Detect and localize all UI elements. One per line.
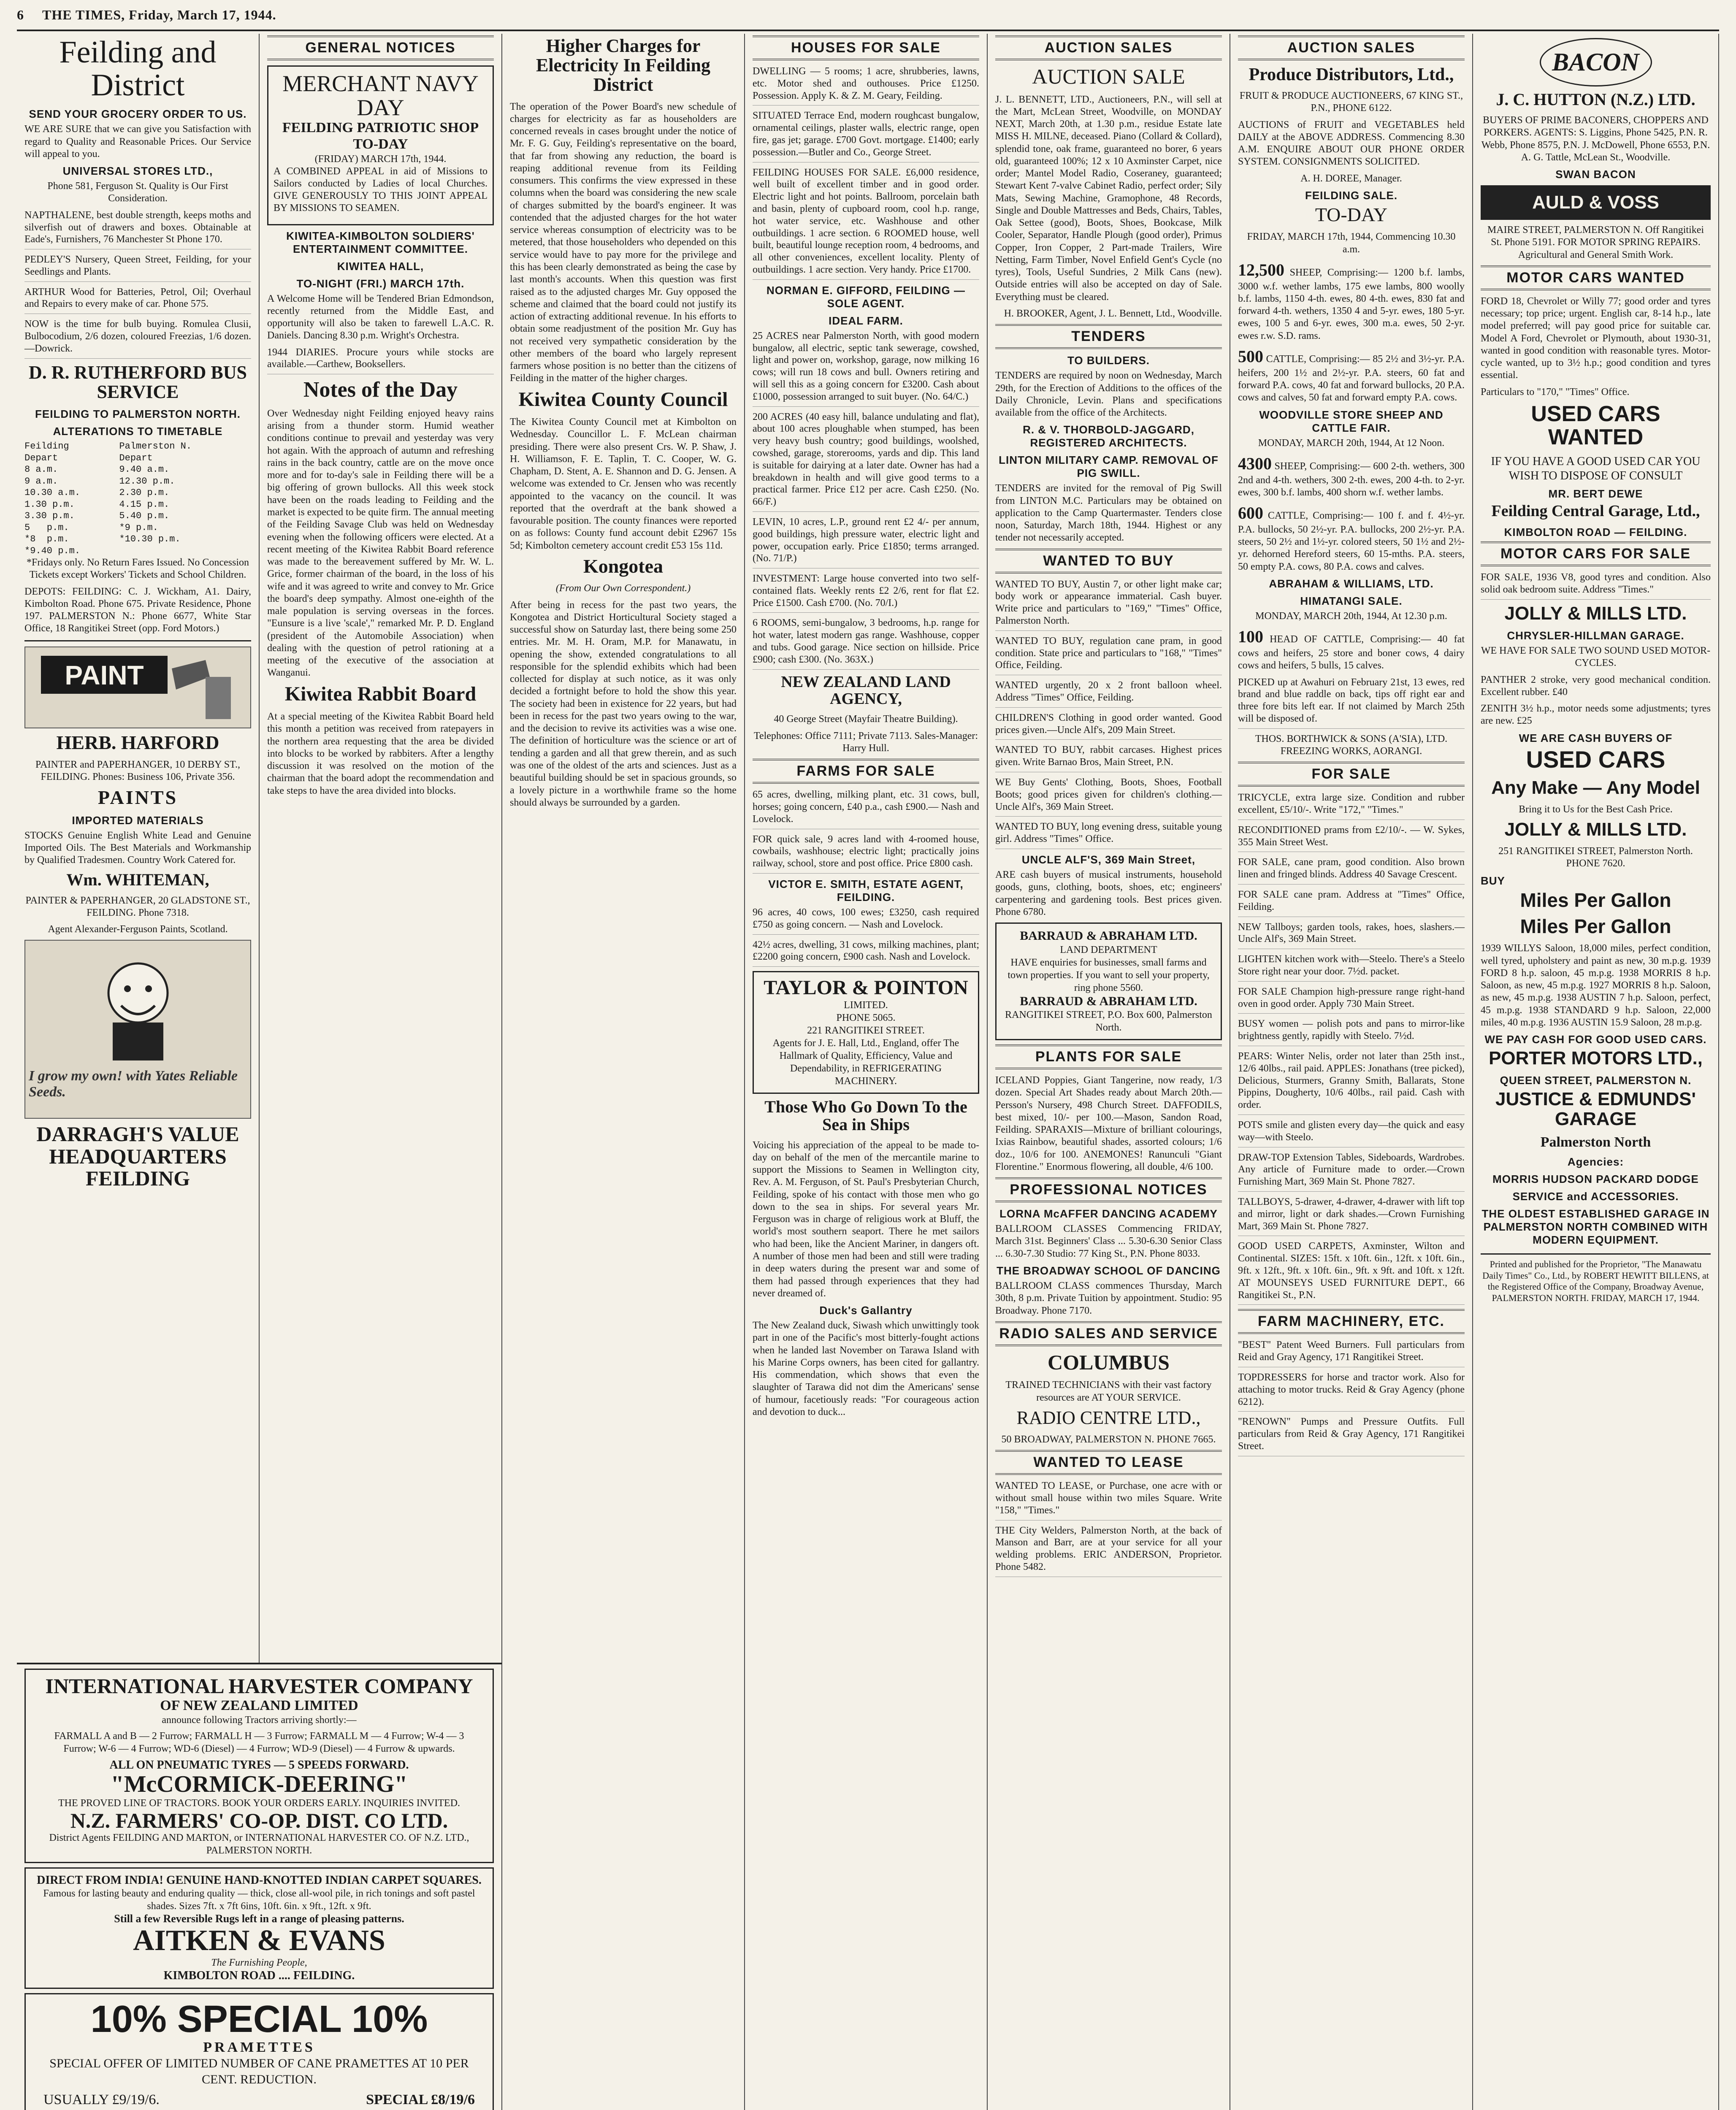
porter-motors: PORTER MOTORS LTD.,: [1489, 1048, 1703, 1069]
aitken-address: KIMBOLTON ROAD .... FEILDING.: [163, 1969, 355, 1982]
auction-sale-sign: H. BROOKER, Agent, J. L. Bennett, Ltd., Woodville.: [1004, 308, 1222, 319]
notes-of-day-body: Over Wednesday night Feilding enjoyed heavy rains arising from a thunder storm. Humid weather conditions continue to prevail and yesterday was very hot again. With the approach of autumn and refreshing rains in the back country, cattle are on the move once more and for to-day's sale in Feilding there will be a big offering of grown bullocks. All this week stock have been on the roads leading to Feilding and the market is expected to be quite firm. The annual meeting of the Feilding Savage Club was held on Wednesday evening when the following officers were elected. At a recent meeting of the Kiwitea Rabbit Board reference was made to the bereavement suffered by Mr. W. L. Grice, former chairman of the board, in the loss of his wife and it was agreed to write and convey to Mr. Grice the board's deep sympathy. Almost one-eighth of the male population is serving overseas in the forces. "Eunsure is a live 'scale'," remarked Mr. P. D. England (president of the Automobile Association) when dealing with the question of petrol rationing at a meeting of the executive of the association at Wanganui.: [267, 408, 494, 679]
wanted-3: WANTED urgently, 20 x 2 front balloon wheel. Address "Times" Office, Feilding.: [995, 679, 1222, 708]
city-welders: THE City Welders, Palmerston North, at the back of Manson and Barr, are at your service for all your welding problems. ERIC ANDERSON, Proprietor. Phone 5482.: [995, 1525, 1222, 1577]
harvester-pneumatic: ALL ON PNEUMATIC TYRES — 5 SPEEDS FORWARD.: [109, 1758, 409, 1772]
jolly-mills-2: JOLLY & MILLS LTD.: [1504, 819, 1687, 840]
grocery-heading: SEND YOUR GROCERY ORDER TO US.: [29, 108, 247, 121]
wanted-2: WANTED TO BUY, regulation cane pram, in good condition. State price and particulars to "168," "Times" Office, Feilding.: [995, 635, 1222, 675]
column-produce-auctions: [1230, 34, 1473, 2110]
bring-it: Bring it to Us for the Best Cash Price.: [1519, 803, 1673, 815]
masthead-title: THE TIMES, Friday, March 17, 1944.: [42, 7, 276, 22]
auld-voss-body: MAIRE STREET, PALMERSTON N. Off Rangitikei St. Phone 5191. FOR MOTOR SPRING REPAIRS. Agricultural and General Smith Work.: [1487, 225, 1704, 260]
column-feilding-district: [17, 34, 260, 1663]
produce-firm-sub: FRUIT & PRODUCE AUCTIONEERS, 67 KING ST., P.N., PHONE 6122.: [1239, 90, 1463, 114]
sale-6: LIGHTEN kitchen work with—Steelo. There's a Steelo Store right near your door. 7½d. packet.: [1238, 953, 1465, 982]
houses-heading: HOUSES FOR SALE: [753, 35, 979, 60]
head-body: HEAD OF CATTLE, Comprising:— 40 fat cows and heifers, 25 store and boner cows, 4 dairy cows and heifers, 5 bulls, 15 calves.: [1238, 634, 1465, 671]
special-price: SPECIAL £8/19/6: [366, 2092, 475, 2108]
plants-heading: PLANTS FOR SALE: [995, 1044, 1222, 1069]
bert-dewe: MR. BERT DEWE: [1548, 487, 1643, 500]
sale-10: POTS smile and glisten every day—the quick and easy way—with Steelo.: [1238, 1119, 1465, 1147]
general-notices-heading: GENERAL NOTICES: [267, 35, 494, 60]
cattle-count: 500: [1238, 346, 1263, 366]
whiteman-agent: Agent Alexander-Ferguson Paints, Scotland.: [48, 924, 228, 935]
rabbit-board-body: At a special meeting of the Kiwitea Rabbit Board held this month a petition was received from ratepayers in the northern area requesting that the area be divided into blocks to be worked by rabbiters. After a lengthy discussion it was resolved on the motion of the chairman that the board adopt the recommendation and take steps to have the area divided into blocks.: [267, 711, 494, 796]
barraud-address: RANGITIKEI STREET, P.O. Box 600, Palmerston North.: [1005, 1009, 1212, 1033]
special-headline: 10% SPECIAL 10%: [90, 1998, 428, 2040]
justice-town: Palmerston North: [1540, 1134, 1651, 1150]
pedley-ad: PEDLEY'S Nursery, Queen Street, Feilding, for your Seedlings and Plants.: [24, 254, 251, 282]
central-garage: Feilding Central Garage, Ltd.,: [1491, 502, 1700, 520]
for-sale-heading: FOR SALE: [1238, 762, 1465, 787]
farm-listing-4: 6 ROOMS, semi-bungalow, 3 bedrooms, h.p. range for hot water, latest modern gas range. Washhouse, copper and tubs. Good garage. Nice section on hillside. Price £900; cash £300. (No. 363X.): [753, 617, 979, 669]
column-motor-cars: [1473, 34, 1719, 2110]
professional-heading: PROFESSIONAL NOTICES: [995, 1177, 1222, 1202]
hutton-body: BUYERS OF PRIME BACONERS, CHOPPERS AND PORKERS. AGENTS: S. Liggins, Phone 5425, P.N. R. Webb, Phone 8575, P.N. J. McDowell, Phone 6553, P.N. A. G. Tattle, McLean St., Woodville.: [1481, 115, 1710, 163]
arthur-ad: ARTHUR Wood for Batteries, Petrol, Oil; Overhaul and Repairs to every make of car. Phone 575.: [24, 286, 251, 314]
bus-route: FEILDING TO PALMERSTON NORTH.: [35, 408, 241, 421]
cars-list: 1939 WILLYS Saloon, 18,000 miles, perfect condition, well tyred, upholstery and paint as new, 30 m.p.g. 1939 FORD 8 h.p. saloon, 45 m.p.g. 1938 MORRIS 8 h.p. Saloon, as new, 45 m.p.g. 1927 MORRIS 8 h.p. Saloon, as new, 45 m.p.g. 1938 AUSTIN 7 h.p. Saloon, perfect, 45 m.p.g. 1938 STANDARD 9 h.p. Saloon, 22,000 miles, 40 m.p.g. 1936 AUSTIN 15.9 Saloon, 28 m.p.g.: [1481, 943, 1711, 1028]
india-rugs: Still a few Reversible Rugs left in a range of pleasing patterns.: [114, 1913, 404, 1925]
merchant-navy-sub: FEILDING PATRIOTIC SHOP TO-DAY: [282, 120, 479, 152]
broadway-body: BALLROOM CLASS commences Thursday, March 30th, 8 p.m. Private Tuition by appointment. Studio: 95 Broadway. Phone 7170.: [995, 1280, 1222, 1316]
plants-body: ICELAND Poppies, Giant Tangerine, now ready, 1/3 dozen. Special Art Shades ready about March 20th.—Persson's Nursery, 498 Church Street. DAFFODILS, best mixed, 10/- per 100.—Mason, Sandon Road, Feilding. SPARAXIS—Mixture of brilliant colourings, Ixias Rainbow, beautiful shades, assorted colours; 1/6 doz., 10/6 for 100. ANEMONES! Ranunculi "Giant Florentine." Enormous flowering, all double, 4/6 100.: [995, 1075, 1222, 1172]
barraud-name-2: BARRAUD & ABRAHAM LTD.: [1020, 994, 1197, 1008]
panther-listing: PANTHER 2 stroke, very good mechanical condition. Excellent rubber. £40: [1481, 674, 1711, 698]
tenders-heading: TENDERS: [995, 324, 1222, 349]
sale-7: FOR SALE Champion high-pressure range right-hand oven in good order. Apply 730 Main Street.: [1238, 986, 1465, 1014]
paints-heading: PAINTS: [97, 787, 178, 809]
himatangi-date: MONDAY, MARCH 20th, 1944, At 12.30 p.m.: [1255, 610, 1447, 622]
sea-ships-body: Voicing his appreciation of the appeal to be made to-day on behalf of the men of the mercantile marine to support the Missions to Seamen in Wellington city, Rev. A. M. Ferguson, of St. Paul's Presbyterian Church, Feilding, spoke of his contact with those men who go down to the sea in ships. For several years Mr. Ferguson was in charge of religious work at Bluff, the world's most southern seaport. There he met sailors who had been, like the Ancient Mariner, in dangers oft. A number of those men had been and still were trading in deep waters during the present war and some of them had passed through experiences that they had never dreamed of.: [753, 1139, 979, 1299]
merchant-navy-ad: [267, 65, 494, 225]
land-agency-name: NEW ZEALAND LAND AGENCY,: [781, 673, 951, 708]
rabbit-board-title: Kiwitea Rabbit Board: [284, 682, 477, 705]
duck-heading: Duck's Gallantry: [819, 1304, 913, 1317]
wanted-7: WANTED TO BUY, long evening dress, suitable young girl. Address "Times" Office.: [995, 821, 1222, 849]
taylor-pointon-ltd: LIMITED.: [844, 999, 888, 1011]
motor-wanted-body: FORD 18, Chevrolet or Willy 77; good order and tyres necessary; top price; urgent. English car, 8-14 h.p., late model preferred; will pay good price for suitable car. Model A Ford, Chevrolet or Plymouth, about 1930-31, wanted in good condition with reasonable tyres. Motor-cycle wanted, up to 3½ h.p.; good condition and tyres essential.: [1481, 295, 1711, 381]
aitken-sub: The Furnishing People,: [211, 1957, 307, 1968]
justice-edmunds: JUSTICE & EDMUNDS' GARAGE: [1495, 1089, 1696, 1129]
ideal-farm: IDEAL FARM.: [829, 314, 903, 327]
sheep-count-2: 4300: [1238, 454, 1272, 473]
farm-machinery-heading: FARM MACHINERY, ETC.: [1238, 1309, 1465, 1334]
cattle-listing-2: [1238, 503, 1465, 573]
price-row: [31, 2087, 487, 2110]
machinery-1: "BEST" Patent Weed Burners. Full particulars from Reid and Gray Agency, 171 Rangitikei Street.: [1238, 1339, 1465, 1367]
sheep-count: 12,500: [1238, 260, 1284, 279]
auction-sale-body: J. L. BENNETT, LTD., Auctioneers, P.N., will sell at the Mart, McLean Street, Woodville, on MONDAY NEXT, March 20th, at 1.30 p.m., residue Estate late MISS H. MILNE, deceased. Piano (Collard & Collard), splendid tone, oak frame, guaranteed no borer, 6 years old, guaranteed 100%; 12 x 10 Axminster Carpet, nice order; Mantel Model Radio, Coseraney, guaranteed; Stewart Kent 7-valve Cabinet Radio, perfect order; Sily Mats, Sewing Machine, Gramophone, 48 Records, Single and Double Mattresses and Beds, Chairs, Tables, Oak Settee (good), Boots, Shoes, Bookcase, Milk Cooler, Separator, Handle Plough (good order), Primus Copper, Iron Copper, 2 Part-made Trailers, Wire Netting, Farm Timber, Novel Enfield Gent's Cycle (no tyres), Tools, Useful Sundries, 2 Milk Cans (new). Outside entries will also be accepted on day of Sale. Everything must be cleared.: [995, 94, 1222, 303]
sale-1: TRICYCLE, extra large size. Condition and rubber excellent, £5/10/-. Write "172," "Times.": [1238, 792, 1465, 820]
investment-listing: INVESTMENT: Large house converted into two self-contained flats. Weekly rents £2 2/6, rent for flat £2. Price £1500. Cash £700. (No. 70/I.): [753, 573, 979, 613]
wanted-6: WE Buy Gents' Clothing, Boots, Shoes, Football Boots; good prices given for children's clothing.—Uncle Alf's, 369 Main Street.: [995, 776, 1222, 817]
harvester-brand: "McCORMICK-DEERING": [111, 1771, 408, 1797]
farm-listing-6: FOR quick sale, 9 acres land with 4-roomed house, cowbails, washhouse; electric light; practically joins railway, school, store and post office. Price £800 cash.: [753, 833, 979, 874]
taylor-pointon-ad: [753, 971, 979, 1093]
boy-with-seeds-icon: [75, 955, 201, 1065]
borthwick: THOS. BORTHWICK & SONS (A'SIA), LTD. FREEZING WORKS, AORANGI.: [1255, 733, 1448, 757]
porter-address: QUEEN STREET, PALMERSTON N.: [1500, 1074, 1692, 1087]
sale-2: RECONDITIONED prams from £2/10/-. — W. Sykes, 355 Main Street West.: [1238, 824, 1465, 852]
miles-per-gallon-1: Miles Per Gallon: [1520, 889, 1671, 911]
grocery-firm: UNIVERSAL STORES LTD.,: [62, 165, 213, 178]
house-listing-3: FEILDING HOUSES FOR SALE. £6,000 residence, well built of excellent timber and in good order. Electric light and hot points. Ballroom, porcelain bath and basin, plenty of cupboard room, cool h.p. range, hot water service, etc. Washhouse and other outbuildings. 1 acre section. 6 ROOMED house, well built, beautiful lounge reception room, 4 bedrooms, and all other conveniences, excellent locality. Plenty of outbuildings. 1 acre section. Very handy. Price £1700.: [753, 167, 979, 280]
sheep-body-2: SHEEP, Comprising:— 600 2-th. wethers, 300 2nd and 4-th. wethers, 300 2-th. ewes, 200 4-th. to 2-yr. ewes, 300 b.f. lambs, 400 shorn w.f. wether lambs.: [1238, 460, 1465, 498]
publisher-imprint: Printed and published for the Proprietor, "The Manawatu Daily Times" Co., Ltd., by ROBERT HEWITT BILLENS, at the Registered Office of the Company, Broadway Avenue, PALMERSTON NORTH. FRIDAY, MARCH 17, 1944.: [1481, 1253, 1711, 1304]
whiteman-trade: PAINTER & PAPERHANGER, 20 GLADSTONE ST., FEILDING. Phone 7318.: [25, 895, 250, 918]
head-count: 100: [1238, 627, 1263, 647]
radio-centre: RADIO CENTRE LTD.,: [1016, 1407, 1201, 1428]
machinery-2: TOPDRESSERS for horse and tractor work. Also for attaching to motor trucks. Reid & Gray Agency (phone 6212).: [1238, 1372, 1465, 1412]
tenders-body: TENDERS are required by noon on Wednesday, March 29th, for the Erection of Additions to the offices of the Daily Chronicle, Levin. Plans and specifications available from the office of the Architects.: [995, 370, 1222, 419]
architects: R. & V. THORBOLD-JAGGARD, REGISTERED ARCHITECTS.: [1023, 423, 1194, 449]
page-number: 6: [17, 7, 24, 22]
house-listing-1: DWELLING — 5 rooms; 1 acre, shrubberies, lawns, etc. Motor shed and outhouses. Price £1250. Possession. Apply K. & Z. M. Geary, Feilding.: [753, 65, 979, 106]
columbus-body: TRAINED TECHNICIANS with their vast factory resources are AT YOUR SERVICE.: [1005, 1380, 1212, 1403]
notes-of-day-title: Notes of the Day: [303, 378, 458, 402]
sea-ships-title: Those Who Go Down To the Sea in Ships: [764, 1097, 967, 1134]
lease-heading: WANTED TO LEASE: [995, 1450, 1222, 1475]
bus-timetable: Feilding Palmerston N. Depart Depart 8 a.m. 9.40 a.m. 9 a.m. 12.30 p.m. 10.30 a.m. 2.30 p.m. 1.30 p.m. 4.15 p.m. 3.30 p.m. 5.40 p.m. 5 p.m. *9 p.m. *8 p.m. *10.30 p.m. *9.40 p.m.: [24, 441, 192, 556]
harvester-sub: OF NEW ZEALAND LIMITED: [160, 1697, 358, 1713]
feilding-district-title: Feilding and District: [59, 35, 217, 103]
cash-buyers: WE ARE CASH BUYERS OF: [1519, 731, 1673, 744]
lease-body: WANTED TO LEASE, or Purchase, one acre with or without small house within two miles Square. Write "158," "Times.": [995, 1480, 1222, 1520]
harvester-proved: THE PROVED LINE OF TRACTORS. BOOK YOUR ORDERS EARLY. INQUIRIES INVITED.: [58, 1797, 460, 1809]
farm-listing-3: LEVIN, 10 acres, L.P., ground rent £2 4/- per annum, good buildings, high pressure water, electric light and power, occupation early. Price £1850; terms arranged. (No. 71/P.): [753, 516, 979, 568]
columbus-brand: COLUMBUS: [1048, 1350, 1170, 1374]
used-cars-body: IF YOU HAVE A GOOD USED CAR YOU WISH TO DISPOSE OF CONSULT: [1491, 455, 1701, 483]
produce-firm: Produce Distributors, Ltd.,: [1249, 65, 1454, 84]
farms-heading: FARMS FOR SALE: [753, 759, 979, 784]
uncle-alfs-body: ARE cash buyers of musical instruments, household goods, guns, clothing, boots, shoes, etc; engineers' carpentering and gardening tools. Best prices given. Phone 6780.: [995, 869, 1222, 917]
kiwitea-when: TO-NIGHT (FRI.) MARCH 17th.: [296, 277, 465, 290]
used-cars-wanted: USED CARS WANTED: [1531, 401, 1660, 449]
wanted-4: CHILDREN'S Clothing in good order wanted. Good prices given.—Uncle Alf's, 209 Main Street.: [995, 712, 1222, 740]
gifford-agent: NORMAN E. GIFFORD, FEILDING — SOLE AGENT.: [766, 284, 965, 310]
picked-up-notice: PICKED up at Awahuri on February 21st, 13 ewes, red brand and blue raddle on back, tips off right ear and three fore bits left ear. If not claimed by March 25th will be disposed of.: [1238, 676, 1465, 729]
column-electricity: [502, 34, 745, 2110]
prametts-offer: SPECIAL OFFER OF LIMITED NUMBER OF CANE PRAMETTES AT 10 PER CENT. REDUCTION.: [49, 2056, 469, 2086]
sheep-listing: [1238, 260, 1465, 342]
motor-sale-heading: MOTOR CARS FOR SALE: [1481, 541, 1711, 566]
nz-farmers-coop: N.Z. FARMERS' CO-OP. DIST. CO LTD.: [70, 1808, 448, 1832]
motor-sale-body: FOR SALE, 1936 V8, good tyres and condition. Also solid oak bedroom suite. Address "Times.": [1481, 571, 1711, 600]
miles-per-gallon-2: Miles Per Gallon: [1520, 915, 1671, 938]
central-garage-address: KIMBOLTON ROAD — FEILDING.: [1504, 526, 1687, 539]
kongotea-title: Kongotea: [583, 555, 664, 577]
farm-listing-7: 96 acres, 40 cows, 100 ewes; £3250, cash required £750 as going concern. — Nash and Lovelock.: [753, 906, 979, 935]
auction-sale-title: AUCTION SALE: [1032, 65, 1185, 88]
harvester-list: FARMALL A and B — 2 Furrow; FARMALL H — 3 Furrow; FARMALL M — 4 Furrow; W-4 — 3 Furrow; W-6 — 4 Furrow; WD-6 (Diesel) — 4 Furrow; WD-9 (Diesel) — 4 Furrow & upwards.: [54, 1730, 464, 1754]
kongotea-sub: (From Our Own Correspondent.): [555, 583, 691, 594]
usual-price: USUALLY £9/19/6.: [43, 2092, 160, 2108]
sale-9: PEARS: Winter Nelis, order not later than 25th inst., 12/6 40lbs., rail paid. APPLES: Jonathans (tree picked), Delicious, Sturmers, Granny Smith, Ballarats, Stone Pippins, Dougherty, 10/6 40lbs., rail paid. Cash with order.: [1238, 1050, 1465, 1115]
any-make: Any Make — Any Model: [1491, 777, 1700, 798]
produce-manager: A. H. DOREE, Manager.: [1300, 173, 1402, 184]
harford-name: HERB. HARFORD: [56, 731, 219, 753]
bulbs-ad: NOW is the time for bulb buying. Romulea Clusii, Bulbocodium, 2/6 dozen, coloured Freezias, 1/6 dozen.—Dowrick.: [24, 318, 251, 358]
kongotea-body: After being in recess for the past two years, the Kongotea and District Horticultural Society staged a successful show on Saturday last, there being some 250 entries. Mr. M. H. Oram, M.P. for Manawatu, in opening the show, extended congratulations to all responsible for the splendid exhibits which had been collected for display at such notice, as it was only decided a fortnight before to hold the show this year. The society had been in existence for 22 years, but had been in recess for the past two years owing to the war, and the decision to revive its activities was a wise one. The definition of horticulture was the science or art of tending a garden and all that grew therein, and as such was one of the oldest of the arts and sciences. Just as a beautiful building should be set in spacious grounds, so a lovely picture in a worthwhile frame so the home should always be surrounded by a garden.: [510, 599, 737, 808]
motor-wanted-heading: MOTOR CARS WANTED: [1481, 265, 1711, 290]
taylor-pointon-address: 221 RANGITIKEI STREET.: [807, 1025, 925, 1036]
sale-13: GOOD USED CARPETS, Axminster, Wilton and Continental. SIZES: 15ft. x 10ft. 6in., 12ft. x 10ft. 6in., 9ft. x 12ft., 9ft. x 10ft. 6in., 9ft. x 9ft. and 10ft. x 12ft. AT MOUNSEYS USED FURNITURE DEPT., 66 Rangitikei St., P.N.: [1238, 1240, 1465, 1305]
bus-depots: DEPOTS: FEILDING: C. J. Wickham, A1. Dairy, Kimbolton Road. Phone 675. Private Residence, Phone 197. PALMERSTON N.: Phone 6677, White Star Office, 18 Rangitikei Street (opp. Ford Motors.): [24, 586, 251, 634]
cattle-body-2: CATTLE, Comprising:— 100 f. and f. 4½-yr. P.A. bullocks, 50 2½-yr. P.A. bullocks, 200 2½-yr. P.A. steers, 50 2½ and 1½-yr. colored steers, 50 1½ and 2½-yr. dehorned Hereford steers, 60 15-mths. P.A. steers, 50 empty P.A. cows, 80 P.A. cows and calves.: [1238, 510, 1465, 572]
machinery-3: "RENOWN" Pumps and Pressure Outfits. Full particulars from Reid & Gray Agency, 171 Rangitikei Street.: [1238, 1416, 1465, 1456]
duck-body: The New Zealand duck, Siwash which unwittingly took part in one of the Pacific's most bitterly-fought actions when he landed last November on Tarawa Island with his Marine Corps owners, has been cited for gallantry. His commendation, which shows that even the slaughter of Tarawa did not dim the Americans' sense of humour, facetiously reads: "For courageous action and devotion to duck...: [753, 1320, 979, 1417]
merchant-navy-body: A COMBINED APPEAL in aid of Missions to Sailors conducted by Ladies of local Churches. GIVE GENEROUSLY TO THIS JOINT APPEAL BY MISSIONS TO SEAMEN.: [274, 165, 487, 214]
radio-heading: RADIO SALES AND SERVICE: [995, 1321, 1222, 1346]
kiwitea-hall: KIWITEA HALL,: [337, 260, 424, 273]
electricity-title: Higher Charges for Electricity In Feilding District: [536, 35, 711, 95]
diaries-ad: 1944 DIARIES. Procure yours while stocks are available.—Carthew, Booksellers.: [267, 346, 494, 375]
land-agency-phone: Telephones: Office 7111; Private 7113. Sales-Manager: Harry Hull.: [753, 730, 978, 754]
linton-camp: LINTON MILITARY CAMP. REMOVAL OF PIG SWILL.: [999, 454, 1219, 480]
sheep-body: SHEEP, Comprising:— 1200 b.f. lambs, 3000 w.f. wether lambs, 175 ewe lambs, 800 woolly b.f. lambs, 1150 4-th. ewes, 80 4-th. ewes, 830 fat and forward 4-th. wethers, 1350 4 and 5-yr. ewes, 180 5-yr. ewes, 100 5 and 6-yr. ewes, 300 m.a. ewes, 50 2-yr. ewes r.w. S.D. rams.: [1238, 267, 1465, 341]
land-body: HAVE enquiries for businesses, small farms and town properties. If you want to sell your property, ring phone 5560.: [1007, 957, 1210, 993]
indian-carpet-ad: [24, 1867, 494, 1989]
naphthalene-ad: NAPTHALENE, best double strength, keeps moths and silverfish out of drawers and boxes. Obtainable at Eade's, Furnishers, 76 Manchester St Phone 170.: [24, 209, 251, 249]
cattle-body: CATTLE, Comprising:— 85 2½ and 3½-yr. P.A. heifers, 200 1½ and 2½-yr. P.A. steers, 60 fat and forward P.A. cows, 40 fat and forward bullocks, 20 P.A. cows and calves, 50 fat and forward empty P.A. cows.: [1238, 353, 1465, 403]
wanted-5: WANTED TO BUY, rabbit carcases. Highest prices given. Write Barnao Bros, Main Street, P.N.: [995, 744, 1222, 772]
bus-notes: *Fridays only. No Return Fares Issued. No Concession Tickets except Workers' Tickets and School Children.: [26, 557, 249, 581]
himatangi-sale: HIMATANGI SALE.: [1300, 594, 1403, 607]
paint-word: PAINT: [64, 660, 144, 690]
harvester-announce: announce following Tractors arriving shortly:—: [162, 1714, 357, 1726]
head-cattle-listing: [1238, 627, 1465, 672]
feilding-sale: FEILDING SALE.: [1305, 189, 1398, 202]
electricity-body: The operation of the Power Board's new schedule of charges for electricity as far as householders are concerned reveals in cases brought under the notice of Mr. F. G. Guy, Feilding's representative on the board, that far from showing any reduction, the board is reaping additional revenue from its Feilding consumers. This confirms the view expressed in these columns when the board was considering the new scale of charges submitted by the board's engineer. It was contended that the adjusted charges for the hot water service whereas consumption of electricity was to be metered, that those householders who depended on this service would have to pay more for the privilege and this has been clearly demonstrated as being the case by last month's accounts. When this question was first raised as to the adjusted charges Mr. Guy opposed the scheme and claimed that the board could not justify its action of extracting additional revenue. In his efforts to obtain some readjustment of the position Mr. Guy has not received very sympathetic consideration by the other members of the board who largely represent farmers whose position is no better than the citizens of Feilding in the matter of the higher charges.: [510, 101, 737, 384]
paints-subheading: IMPORTED MATERIALS: [72, 814, 204, 827]
bus-alterations: ALTERATIONS TO TIMETABLE: [53, 425, 223, 438]
linton-body: TENDERS are invited for the removal of Pig Swill from LINTON M.C. Particulars may be obtained on application to the Camp Quartermaster. Tenders close noon, Saturday, March 18th, 1944. Highest or any tender not necessarily accepted.: [995, 483, 1222, 544]
nz-farmers-agents: District Agents FEILDING AND MARTON, or INTERNATIONAL HARVESTER CO. OF N.Z. LTD., PALMERSTON NORTH.: [49, 1832, 469, 1856]
sale-5: NEW Tallboys; garden tools, rakes, hoes, slashers.—Uncle Alf's, 369 Main Street.: [1238, 921, 1465, 950]
masthead: [17, 0, 1719, 31]
sale-3: FOR SALE, cane pram, good condition. Also brown linen and fringed blinds. Address 40 Savage Crescent.: [1238, 856, 1465, 885]
pay-cash: WE PAY CASH FOR GOOD USED CARS.: [1484, 1033, 1707, 1046]
lorna-dancing: LORNA McAFFER DANCING ACADEMY: [999, 1207, 1218, 1220]
taylor-pointon-agents: Agents for J. E. Hall, Ltd., England, offer The Hallmark of Quality, Efficiency, Value and Dependability, in REFRIGERATING MACHINERY.: [772, 1037, 959, 1087]
whiteman-name: Wm. WHITEMAN,: [66, 870, 209, 889]
seeds-slogan: I grow my own! with Yates Reliable Seeds.: [29, 1068, 238, 1100]
aitken-evans: AITKEN & EVANS: [133, 1924, 385, 1957]
sale-11: DRAW-TOP Extension Tables, Sideboards, Wardrobes. Any article of Furniture made to order.—Crown Furnishing Mart, 369 Main St. Phone 7827.: [1238, 1152, 1465, 1192]
eade-prams-ad: [24, 1993, 494, 2110]
bottom-left-ads: [17, 1663, 502, 2110]
service-accessories: SERVICE and ACCESSORIES.: [1512, 1190, 1679, 1203]
yates-seeds-illustration: [24, 940, 251, 1119]
oldest-garage: THE OLDEST ESTABLISHED GARAGE IN PALMERSTON NORTH COMBINED WITH MODERN EQUIPMENT.: [1481, 1207, 1710, 1247]
tenders-builders: TO BUILDERS.: [1067, 354, 1150, 367]
column-general-notices: [260, 34, 502, 1663]
prametts-heading: PRAMETTES: [203, 2040, 315, 2056]
sheep-listing-2: [1238, 454, 1465, 499]
woodville-fair: WOODVILLE STORE SHEEP AND CATTLE FAIR.: [1259, 408, 1444, 434]
hutton-name: J. C. HUTTON (N.Z.) LTD.: [1496, 90, 1695, 109]
uncle-alfs: UNCLE ALF'S, 369 Main Street,: [1021, 853, 1196, 866]
paint-can-icon: [28, 652, 248, 723]
bus-service-title: D. R. RUTHERFORD BUS SERVICE: [28, 362, 247, 402]
barraud-name: BARRAUD & ABRAHAM LTD.: [1020, 929, 1197, 943]
farm-listing-8: 42½ acres, dwelling, 31 cows, milking machines, plant; £2200 going concern, £900 cash. Nash and Lovelock.: [753, 939, 979, 967]
radio-centre-address: 50 BROADWAY, PALMERSTON N. PHONE 7665.: [1001, 1434, 1216, 1445]
barraud-abraham-ad: [995, 922, 1222, 1040]
county-council-title: Kiwitea County Council: [518, 388, 728, 411]
paints-body: STOCKS Genuine English White Lead and Genuine Imported Oils. The Best Materials and Workmanship by Qualified Tradesmen. Country Work Catered for.: [24, 830, 251, 866]
abraham-williams: ABRAHAM & WILLIAMS, LTD.: [1269, 577, 1434, 590]
india-body: Famous for lasting beauty and enduring quality — thick, close all-wool pile, in rich tonings and soft pastel shades. Sizes 7ft. x 7ft 6ins, 10ft. 6in. x 9ft., 12ft. x 9ft.: [43, 1888, 475, 1912]
grocery-body: WE ARE SURE that we can give you Satisfaction with regard to Quality and Reasonable Prices. Our Service will appeal to you.: [24, 124, 251, 160]
jolly-mills-address: 251 RANGITIKEI STREET, Palmerston North. PHONE 7620.: [1498, 846, 1693, 869]
column-houses: [745, 34, 988, 2110]
used-cars: USED CARS: [1526, 746, 1666, 773]
auld-voss-logo: AULD & VOSS: [1481, 185, 1711, 220]
harvester-ad: [24, 1669, 494, 1863]
today-date: FRIDAY, MARCH 17th, 1944, Commencing 10.30 a.m.: [1247, 231, 1456, 255]
bacon-logo: BACON: [1540, 38, 1652, 87]
victor-smith: VICTOR E. SMITH, ESTATE AGENT, FEILDING.: [768, 878, 964, 904]
chrysler-hillman: CHRYSLER-HILLMAN GARAGE.: [1507, 629, 1685, 642]
paint-can-illustration: [24, 647, 251, 728]
farm-listing-1: 25 ACRES near Palmerston North, with good modern bungalow, all electric, septic tank sewerage, cowshed, light and power on, workshop, garage, now milking 16 cows; will run 18 cows and bull. Owners retiring and will sell this as a going concern for £3200. Cash about £1000, possession arranged to suit buyer. (No. 64/C.): [753, 330, 979, 407]
darragh-headquarters: DARRAGH'S VALUE HEADQUARTERS FEILDING: [36, 1122, 239, 1190]
buy-label: BUY: [1481, 874, 1505, 887]
broadway-school: THE BROADWAY SCHOOL OF DANCING: [997, 1264, 1221, 1277]
jolly-mills: JOLLY & MILLS LTD.: [1504, 603, 1687, 624]
motor-wanted-particulars: Particulars to "170," "Times" Office.: [1481, 386, 1630, 398]
wanted-1: WANTED TO BUY, Austin 7, or other light make car; body work or appearance immaterial. Cash buyer. Write price and particulars to "169," "Times" Office, Palmerston North.: [995, 579, 1222, 631]
cattle-count-2: 600: [1238, 503, 1263, 523]
lorna-dancing-body: BALLROOM CLASSES Commencing FRIDAY, March 31st. Beginners' Class ... 5.30-6.30 Senior Class ... 6.30-7.30 Studio: 77 King St., P.N. Phone 8033.: [995, 1223, 1222, 1259]
sale-12: TALLBOYS, 5-drawer, 4-drawer, 4-drawer with lift top and mirror, light or dark shades.—Crown Furnishing Mart, 369 Main St. Phone 7827.: [1238, 1196, 1465, 1236]
taylor-pointon-phone: PHONE 5065.: [836, 1012, 896, 1023]
county-council-body: The Kiwitea County Council met at Kimbolton on Wednesday. Councillor L. F. McLean chairman presiding. There were also present Crs. W. P. Shaw, J. H. Williamson, F. E. Taplin, T. C. Cooper, W. G. Chapham, D. Stent, A. E. Shannon and D. G. Jensen. A welcome was extended to Cr. Jensen who was recently appointed to the vacancy on the council. It was reported that the overdraft at the bank showed a favourable position. The county finances were reported on as follows: County fund account debit £2967 15s 5d; Kimbolton cemetery account credit £53 15s 11d.: [510, 417, 737, 551]
auction-heading: AUCTION SALES: [995, 35, 1222, 60]
merchant-navy-date: (FRIDAY) MARCH 17th, 1944.: [314, 153, 447, 165]
swan-bacon: SWAN BACON: [1555, 168, 1636, 181]
kiwitea-committee: KIWITEA-KIMBOLTON SOLDIERS' ENTERTAINMENT COMMITTEE.: [286, 229, 475, 255]
harvester-title: INTERNATIONAL HARVESTER COMPANY: [45, 1674, 473, 1698]
india-heading: DIRECT FROM INDIA! GENUINE HAND-KNOTTED INDIAN CARPET SQUARES.: [37, 1874, 482, 1887]
land-agency-address: 40 George Street (Mayfair Theatre Building).: [774, 714, 958, 725]
cattle-listing: [1238, 346, 1465, 404]
farm-listing-5: 65 acres, dwelling, milking plant, etc. 31 cows, bull, horses; going concern, £40 p.a., cash £900.— Nash and Lovelock.: [753, 789, 979, 829]
today: TO-DAY: [1315, 203, 1388, 225]
fruit-auctions: AUCTIONS of FRUIT and VEGETABLES held DAILY at the ABOVE ADDRESS. Commencing 8.30 A.M. ENQUIRE ABOUT OUR PHONE ORDER SYSTEM. CONSIGNMENTS SOLICITED.: [1238, 119, 1465, 168]
sale-4: FOR SALE cane pram. Address at "Times" Office, Feilding.: [1238, 889, 1465, 917]
car-makes: MORRIS HUDSON PACKARD DODGE: [1492, 1173, 1699, 1186]
merchant-navy-title: MERCHANT NAVY DAY: [282, 71, 479, 120]
agencies-label: Agencies:: [1567, 1155, 1624, 1169]
taylor-pointon-name: TAYLOR & POINTON: [764, 977, 968, 999]
harford-trade: PAINTER and PAPERHANGER, 10 DERBY ST., FEILDING. Phones: Business 106, Private 356.: [35, 759, 240, 783]
zenith-listing: ZENITH 3½ h.p., motor needs some adjustments; tyres are new. £25: [1481, 703, 1711, 727]
farm-listing-2: 200 ACRES (40 easy hill, balance undulating and flat), about 100 acres ploughable when stumped, has been very heavy bush country; good buildings, woolshed, cowshed, garage, storerooms, yards and dip. This land is suitable for dairying at a later date. Owner has had a breakdown in health and will give good terms to a practical farmer. Price £12 per acre. Cash £250. (No. 66/F.): [753, 411, 979, 512]
kiwitea-body: A Welcome Home will be Tendered Brian Edmondson, recently returned from the Middle East, and opportunity will also be taken to farewell L.A.C. R. Daniels. Dancing 8.30 p.m. Wright's Orchestra.: [267, 293, 494, 341]
land-department: LAND DEPARTMENT: [1060, 944, 1157, 955]
divider: [24, 640, 251, 641]
wanted-to-buy-heading: WANTED TO BUY: [995, 549, 1222, 573]
woodville-date: MONDAY, MARCH 20th, 1944, At 12 Noon.: [1258, 437, 1445, 449]
jolly-offer: WE HAVE FOR SALE TWO SOUND USED MOTOR-CYCLES.: [1481, 645, 1711, 669]
sale-8: BUSY women — polish pots and pans to mirror-like brightness gently, rapidly with Steelo. 7½d.: [1238, 1018, 1465, 1046]
column-auctions: [988, 34, 1230, 2110]
house-listing-2: SITUATED Terrace End, modern roughcast bungalow, ornamental ceilings, plaster walls, electric range, open fire, gas jet; garage. £700 Govt. mortgage. £1400; early possession.—Butler and Co., George Street.: [753, 110, 979, 162]
grocery-phone: Phone 581, Ferguson St. Quality is Our First Consideration.: [47, 181, 228, 204]
auction-heading-2: AUCTION SALES: [1238, 35, 1465, 60]
